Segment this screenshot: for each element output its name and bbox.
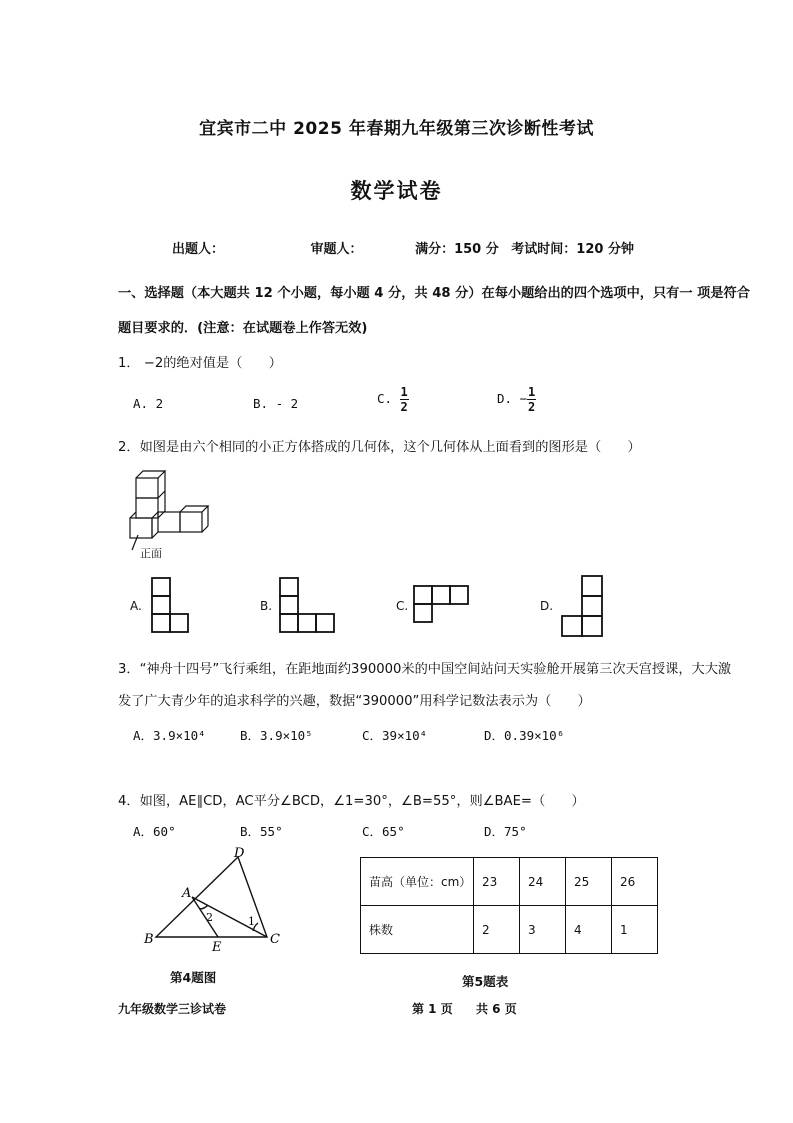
q3-line1: 3．“神舟十四号”飞行乘组，在距地面约390000米的中国空间站问天实验舱开展第三次天宫授课，大大激 — [118, 662, 732, 677]
q4-option-a: A．60° — [133, 824, 176, 839]
q5-r2-c1: 株数 — [361, 906, 474, 954]
q5-r1-c3: 24 — [520, 858, 566, 906]
q5-r2-c3: 3 — [520, 906, 566, 954]
q1-option-d — [497, 386, 536, 413]
q2-option-d: D. — [540, 599, 554, 613]
exam-time: 考试时间：120 分钟 — [511, 242, 634, 257]
table-row — [361, 858, 658, 906]
q1-d-den: 2 — [527, 400, 536, 414]
section1-line2: 题目要求的．(注意：在试题卷上作答无效) — [118, 321, 368, 336]
q3-line2: 发了广大青少年的追求科学的兴趣，数据“390000”用科学记数法表示为（ ） — [118, 694, 591, 709]
q1-option-a: A. 2 — [133, 396, 164, 411]
q4-label-c: C — [270, 932, 280, 947]
q4-angle-2: 2 — [206, 911, 213, 924]
q4-figure-caption: 第4题图 — [170, 970, 217, 985]
q1-option-c — [377, 386, 409, 413]
section1-line1: 一、选择题（本大题共 12 个小题，每小题 4 分，共 48 分）在每小题给出的四个选项中，只有一 项是符合 — [118, 286, 750, 301]
full-score: 满分：150 分 — [415, 242, 499, 257]
table-row — [361, 906, 658, 954]
q2-option-b-figure — [278, 576, 338, 636]
q2-option-c: C. — [396, 599, 409, 613]
q5-r1-c1: 苗高（单位：cm） — [361, 858, 474, 906]
q5-r1-c5: 26 — [612, 858, 658, 906]
q4-geometry-figure — [140, 845, 300, 955]
q4-label-e: E — [212, 940, 222, 955]
q2-option-d-figure — [558, 574, 610, 638]
q5-r1-c4: 25 — [566, 858, 612, 906]
q5-r2-c5: 1 — [612, 906, 658, 954]
q2-option-c-figure — [412, 584, 474, 626]
q5-table — [360, 857, 658, 954]
q1-option-b: B. - 2 — [253, 396, 299, 411]
q1-d-fraction — [527, 386, 536, 413]
q1-c-den: 2 — [400, 400, 408, 414]
q4-option-b: B．55° — [240, 824, 283, 839]
q5-r2-c2: 2 — [474, 906, 520, 954]
q4-label-a: A — [182, 886, 192, 901]
q1-stem: 1． −2的绝对值是（ ） — [118, 356, 282, 371]
exam-subtitle: 数学试卷 — [350, 179, 443, 203]
q2-stem: 2．如图是由六个相同的小正方体搭成的几何体，这个几何体从上面看到的图形是（ ） — [118, 440, 641, 455]
q5-r1-c2: 23 — [474, 858, 520, 906]
q3-option-c: C．39×10⁴ — [362, 728, 428, 743]
q1-c-prefix: C. — [377, 391, 393, 406]
q4-angle-1: 1 — [248, 915, 255, 928]
footer-total-pages: 共 6 页 — [476, 1002, 517, 1016]
q2-option-a: A. — [130, 599, 142, 613]
exam-title: 宜宾市二中 2025 年春期九年级第三次诊断性考试 — [199, 119, 594, 139]
footer-exam-name: 九年级数学三诊试卷 — [118, 1002, 227, 1016]
q3-option-b: B．3.9×10⁵ — [240, 728, 313, 743]
q5-r2-c4: 4 — [566, 906, 612, 954]
q2-option-b: B. — [260, 599, 273, 613]
q2-cube-figure — [118, 465, 218, 565]
q4-option-d: D．75° — [484, 824, 527, 839]
q1-c-num: 1 — [400, 385, 408, 399]
q1-d-num: 1 — [527, 385, 536, 399]
q4-stem: 4．如图，AE∥CD，AC平分∠BCD，∠1=30°，∠B=55°，则∠BAE=（ ） — [118, 794, 585, 809]
q3-option-d: D．0.39×10⁶ — [484, 728, 565, 743]
q1-d-prefix: D. − — [497, 391, 528, 406]
q2-option-a-figure — [150, 576, 192, 636]
footer-page-number: 第 1 页 — [412, 1002, 453, 1016]
q5-table-caption: 第5题表 — [462, 974, 509, 989]
exam-meta — [172, 238, 634, 257]
q4-label-b: B — [144, 932, 154, 947]
q2-front-label: 正面 — [140, 547, 162, 560]
q1-c-fraction — [400, 386, 409, 413]
setter-label: 出题人： — [172, 242, 225, 257]
reviewer-label: 审题人： — [310, 242, 363, 257]
q4-label-d: D — [234, 846, 245, 861]
q3-option-a: A．3.9×10⁴ — [133, 728, 206, 743]
q4-option-c: C．65° — [362, 824, 405, 839]
